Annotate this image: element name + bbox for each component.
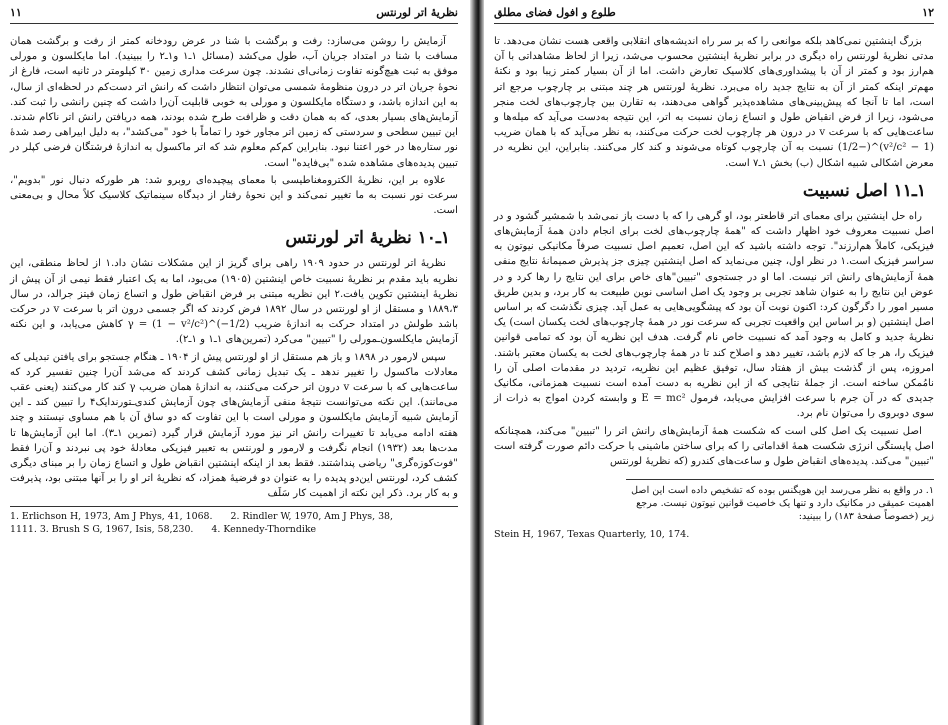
left-header-title: نظریهٔ اتر لورنتس xyxy=(376,6,458,19)
footnote-brush: 1111. 3. Brush S G, 1967, Isis, 58,230. xyxy=(10,523,194,535)
footnote-rindler: 2. Rindler W, 1970, Am J Phys, 38, xyxy=(230,510,393,522)
left-page-number: ۱۱ xyxy=(10,6,22,19)
right-header-title: طلوع و افول فضای مطلق xyxy=(494,6,616,19)
right-body-section xyxy=(494,209,934,469)
right-footnote: ۱. در واقع به نظر می‌رسد این هویگنس بوده که تشخیص داده است این اصل اهمیت عمیقی در مکانیک دارد و تنها یک خاصیت قوانین نیوتون نیست. مرجع زیر (خصوصاً صفحهٔ ۱۸۳) را ببینید: xyxy=(626,479,934,523)
left-body-section xyxy=(10,256,458,501)
right-page-number: ۱۲ xyxy=(922,6,934,19)
left-footnote-row-1 xyxy=(10,510,458,523)
left-paragraph-2: علاوه بر این، نظریهٔ الکترومغناطیسی با معمای پیچیده‌ای روبرو شد: هر طورکه دنبال نور "بدویم"، سرعت نور نسبت به ما تغییر نمی‌کند و این نحوهٔ رفتار از دیدگاه سینماتیک کلاسیک کلاً محال و بی‌معنی است. xyxy=(10,174,458,217)
footnote-erlichson: 1. Erlichson H, 1973, Am J Phys, 41, 1068. xyxy=(10,510,213,522)
left-page xyxy=(0,0,470,725)
left-footnote-row-2 xyxy=(10,523,458,536)
right-paragraph-1: بزرگ اینشتین نمی‌کاهد بلکه موانعی را که بر سر راه اندیشه‌های انقلابی واقعی هست نشان می‌دهد. تا مدتی نظریهٔ لورنتس راه دیگری در برابر نظریهٔ اینشتین محسوب می‌شد، زیرا از لحاظ مشاهداتی با آن هم‌ارز بود و کمتر از آن با پیشداوری‌های کلاسیک تعارض داشت. اما از آن بسیار کمتر زیبا بود و نکتهٔ مهم‌تر اینکه کمتر از آن به نتایج جدید راه می‌برد. نظریهٔ لورنتس هر چند مبتنی بر چارچوب مرجع اتر است، اما تا آنجا که پیش‌بینی‌های مشاهده‌پذیر گواهی می‌دهند، به تقارن بین چارچوب‌های لخت منجر می‌شود، زیرا از فرض انقباض طول و اتساع زمان نسبت به اتر، این نتیجه به‌دست می‌آید که میله‌ها و ساعت‌هایی که با سرعت v در درون هر چارچوب لخت حرکت می‌کنند، به نظر می‌آید که با همان ضریب (1 − v²/c²)^(−1/2) نسبت به آن چارچوب کوتاه می‌شوند و کند کار می‌کنند. بنابراین، این نظریه در معرض اشکالی شبیه اشکال (ب) بخش ۱ـ۷ است. xyxy=(494,36,935,169)
left-footnotes xyxy=(10,506,458,536)
left-paragraph-4: سپس لارمور در ۱۸۹۸ و باز هم مستقل از او لورنتس پیش از ۱۹۰۴ ـ هنگام جستجو برای یافتن تبدیلی که معادلات ماکسول را تغییر ندهد ـ یک تبدیل زمانی کشف کردند که می‌شد آن‌را چنین تفسیر کرد که ساعت‌هایی که با سرعت v درون اتر حرکت می‌کنند، به اندازهٔ همان ضریب γ کند کار می‌کنند (یعنی عقب می‌مانند). این نکته می‌توانست نتیجهٔ منفی آزمایش‌های چون آزمایش کندی‌ـتورندایک۴ را تبیین کند ـ این آزمایش شبیه آزمایش مایکلسون و مورلی است با این تفاوت که دو ساق آن با هم مساوی نیستند و چند هفته ادامه می‌یابد تا تغییرات رانش اتر نیز مورد آزمایش قرار گیرد (تمرین ۱ـ۳). اما این آزمایش‌ها تا مدت‌ها بعد (۱۹۳۲) انجام نگرفت و لارمور و لورنتس به تعبیر فیزیکی معادلهٔ خود پی نبردند و آن‌را فقط "فوت‌کوزه‌گری" ریاضی پنداشتند. فقط بعد از اینکه اینشتین انقباض طول و اتساع زمان را بر مبنای دیگری کشف کرد، لورنتس این‌دو پدیده را به عنوان دو فرضیهٔ همزاد، که نظریهٔ اتر او را بر آنها مبتنی بود، پذیرفت و به کار برد. ذکر این نکته از اهمیت کار سَلَف xyxy=(10,351,459,500)
book-gutter xyxy=(470,0,484,725)
right-paragraph-2: راه حل اینشتین برای معمای اتر قاطعتر بود، او گرهی را که با دست باز نمی‌شد با شمشیر گشود و در اصل نسبیت معروف خود اظهار داشت که "همهٔ چارچوب‌های لخت برای انجام دادن همهٔ آزمایش‌های فیزیکی، کاملاً هم‌ارزند". توجه داشته باشید که این اصل، تعمیم اصل نسبیت صرفاً مکانیکی نیوتون به سراسر فیزیک است.۱ در نظر اول، چنین می‌نماید که اصل اینشتین چیزی جز پذیرش صمیمانهٔ نتایج منفی همهٔ آزمایش‌های رانش اتر نیست. اما او در جستجوی "تبیین"های خاص برای این نتایج را رها کرد و در عوض این نتایج را به عنوان شاهد تجربی بر وجود یک اصل اساسی نوین طبیعت به کار برد، و بدین طریق مسیر امور را دگرگون کرد: اکنون نوبت آن بود که پیشگویی‌هایی به عمل آید. چیزی نگذشت که بر اساس اصل اینشتین (و بر اساس این واقعیت تجربی که سرعت نور در همهٔ چارچوب‌های لخت یکسان است) یک نظریهٔ جدید و کامل به وجود آمد که نسبیت خاص نام گرفت. هدف این نظریه آن بود که تمامی قوانین فیزیک را، هر جا که لازم باشد، تغییر دهد و اصلاح کند تا در همهٔ چارچوب‌های لخت به یکسان معتبر باشند. امروزه، پس از گذشت بیش از هفتاد سال، توفیق عظیم این نظریه، تردید در مقدمات اصلی آن را نامُمکن ساخته است. از جملهٔ نتایجی که از این نظریه به دست آمده است نسبیت همزمانی، مکانیک جدیدی که در آن جرم با سرعت افزایش می‌یابد، فرمول E = mc² و وابسته کردن امواج به ذرات از سوی دوبروی را می‌توان نام برد. xyxy=(494,210,934,420)
right-body-top xyxy=(494,34,934,171)
right-running-head xyxy=(494,6,934,24)
left-running-head xyxy=(10,6,458,24)
right-paragraph-3: اصل نسبیت یک اصل کلی است که شکست همهٔ آزمایش‌های رانش اتر را "تبیین" می‌کند، همچنانکه اصل پایستگی انرژی شکست همهٔ اقداماتی را که برای ساختن ماشینی با حرکت دائم صورت گرفته است "تبیین" می‌کند. پدیده‌های انقباض طول و ساعت‌های کندرو (که نظریهٔ لورنتس xyxy=(494,425,934,468)
left-body-top xyxy=(10,34,458,218)
left-paragraph-1: آزمایش را روشن می‌سازد: رفت و برگشت با شنا در عرض رودخانه کمتر از رفت و برگشت همان مسافت با شنا در امتداد جریان آب، طول می‌کشد (مسائل ۱ـ۱ و۱ـ۲ را ببینید). اما مایکلسون و مورلی موفق به ثبت هیچ‌گونه تفاوت زمانی‌ای نشدند. چون سرعت مداری زمین ۳۰ کیلومتر در ثانیه است، فارغ از نحوهٔ جریان اتر در درون منظومهٔ شمسی می‌توان انتظار داشت که رانش اتر دست‌کم در لحظه‌ای از سال، به این اندازه باشد، و دستگاه مایکلسون و مورلی به خوبی قابلیت آن‌را داشت که چنین رانشی را ثبت کند. آزمایش‌های بسیار بعدی، که به همان دقت و ظرافت طرح شده بودند، همه دریافتن رانش اتر ناکام شدند. این تبیین سطحی و سردستی که زمین اتر مجاور خود را تماماً با خود "می‌کشد"، به دلیل ابیراهی رصد شدهٔ نور ستاره‌ها در خور اعتنا نبود. بنابراین کم‌کم معلوم شد که اتر ماکسول به اندازهٔ فرشتگان فرضی کپلر در تبیین پدیده‌های مشاهده شده "بی‌فایده" است. xyxy=(10,36,458,169)
left-paragraph-3: نظریهٔ اتر لورنتس در حدود ۱۹۰۹ راهی برای گریز از این مشکلات نشان داد.۱ از لحاظ منطقی، این نظریه باید مقدم بر نظریهٔ نسبیت خاص اینشتین (۱۹۰۵) می‌بود، اما به یک اعتبار فقط نیمی از آن پیش از نظریهٔ اینشتین تکوین یافت.۲ این نظریه مبتنی بر فرض انقباض طول و اتساع زمان فیتز جرالد، در سال ۱۸۸۹،۳ و مستقل از او لورنتس در سال ۱۸۹۲ فرض کردند که اگر جسمی درون اتر با سرعت v در حرکت باشد طولش در امتداد حرکت به اندازهٔ ضریب γ = (1 − v²/c²)^(−1/2) کاهش می‌یابد، و این نکته آزمایش مایکلسون‌ـمورلی را "تبیین" می‌کرد (تمرین‌های ۱ـ۱ و ۱ـ۲). xyxy=(10,258,459,346)
footnote-kennedy: 4. Kennedy-Thorndike xyxy=(211,523,317,535)
right-section-heading: ۱ـ۱۱ اصل نسبیت xyxy=(802,180,926,201)
right-page xyxy=(484,0,948,725)
right-footnote-reference: Stein H, 1967, Texas Quarterly, 10, 174. xyxy=(494,529,690,541)
left-section-heading: ۱ـ۱۰ نظریهٔ اتر لورنتس xyxy=(285,228,450,249)
